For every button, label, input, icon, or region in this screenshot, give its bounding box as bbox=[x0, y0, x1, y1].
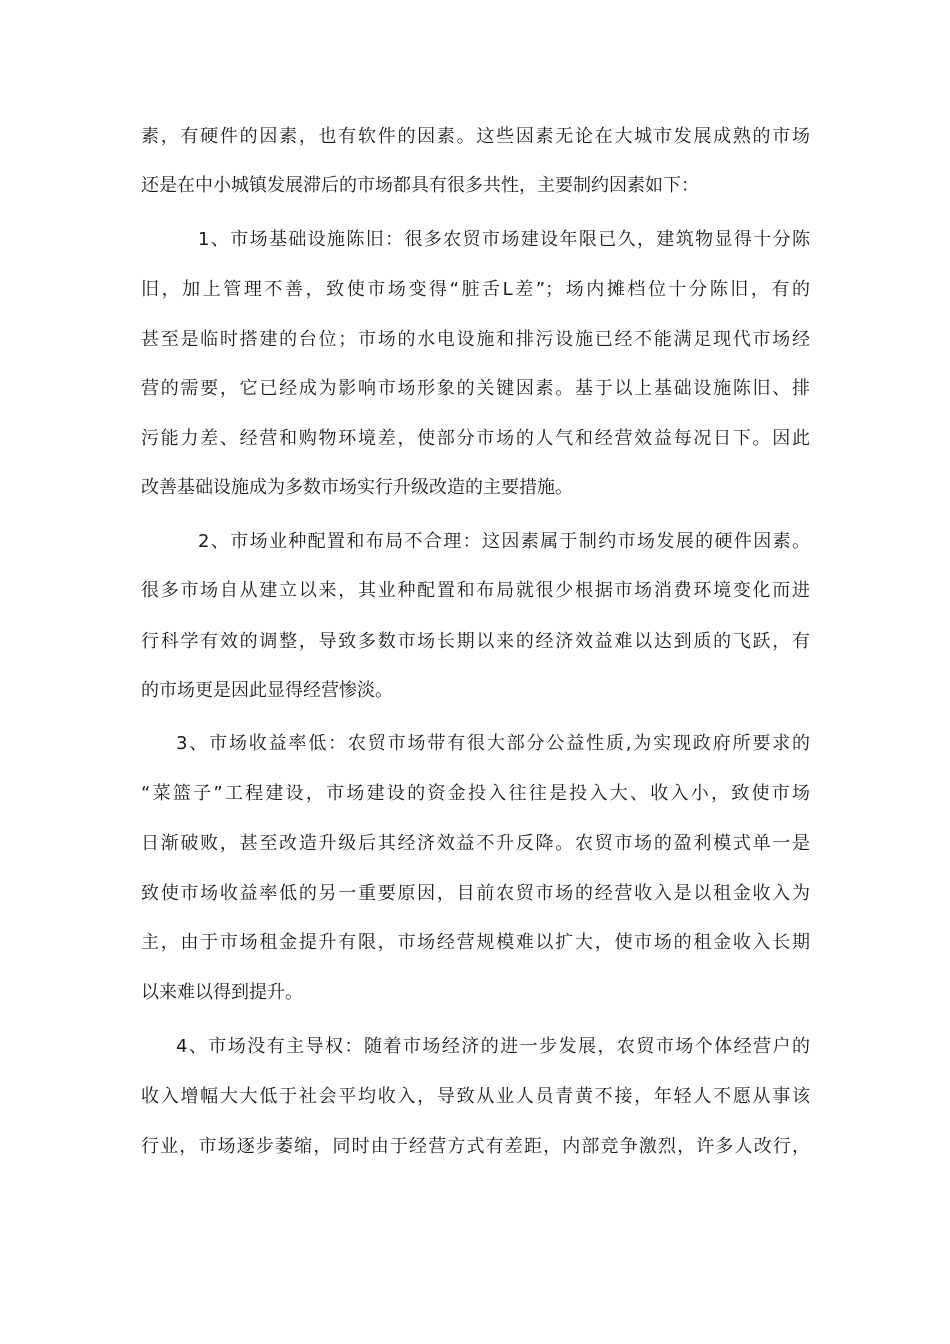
paragraph-start-line: 3、市场收益率低：农贸市场带有很大部分公益性质,为实现政府所要求的 bbox=[176, 733, 810, 754]
text-line: 致使市场收益率低的另一重要原因，目前农贸市场的经营收入是以租金收入为 bbox=[141, 883, 810, 904]
text-line: 还是在中小城镇发展滞后的市场都具有很多共性，主要制约因素如下： bbox=[141, 175, 699, 196]
text-line: 日渐破败，甚至改造升级后其经济效益不升反降。农贸市场的盈利模式单一是 bbox=[141, 833, 810, 854]
text-line: 很多市场自从建立以来，其业种配置和布局就很少根据市场消费环境变化而进 bbox=[141, 580, 810, 601]
text-line: 甚至是临时搭建的台位；市场的水电设施和排污设施已经不能满足现代市场经 bbox=[141, 329, 810, 350]
text-line: 以来难以得到提升。 bbox=[141, 982, 303, 1003]
paragraph-start-line: 4、市场没有主导权：随着市场经济的进一步发展，农贸市场个体经营户的 bbox=[176, 1036, 810, 1057]
text-line: “菜篮子”工程建设，市场建设的资金投入往往是投入大、收入小，致使市场 bbox=[141, 783, 810, 804]
text-line: 污能力差、经营和购物环境差，使部分市场的人气和经营效益每况日下。因此 bbox=[141, 428, 810, 449]
paragraph-start-line: 1、市场基础设施陈旧：很多农贸市场建设年限已久，建筑物显得十分陈 bbox=[198, 229, 810, 250]
text-line: 营的需要，它已经成为影响市场形象的关键因素。基于以上基础设施陈旧、排 bbox=[141, 378, 810, 399]
paragraph-start-line: 2、市场业种配置和布局不合理：这因素属于制约市场发展的硬件因素。 bbox=[198, 531, 810, 552]
text-line: 收入增幅大大低于社会平均收入，导致从业人员青黄不接，年轻人不愿从事该 bbox=[141, 1086, 810, 1107]
text-line: 主，由于市场租金提升有限，市场经营规模难以扩大，使市场的租金收入长期 bbox=[141, 932, 810, 953]
text-line: 行业，市场逐步萎缩，同时由于经营方式有差距，内部竞争激烈，许多人改行， bbox=[141, 1136, 810, 1157]
text-line: 改善基础设施成为多数市场实行升级改造的主要措施。 bbox=[141, 477, 573, 498]
text-line: 行科学有效的调整，导致多数市场长期以来的经济效益难以达到质的飞跃，有 bbox=[141, 631, 810, 652]
text-line: 素，有硬件的因素，也有软件的因素。这些因素无论在大城市发展成熟的市场 bbox=[141, 126, 810, 147]
text-line: 的市场更是因此显得经营惨淡。 bbox=[141, 680, 393, 701]
text-line: 旧，加上管理不善，致使市场变得“脏舌L差”；场内摊档位十分陈旧，有的 bbox=[141, 279, 810, 300]
